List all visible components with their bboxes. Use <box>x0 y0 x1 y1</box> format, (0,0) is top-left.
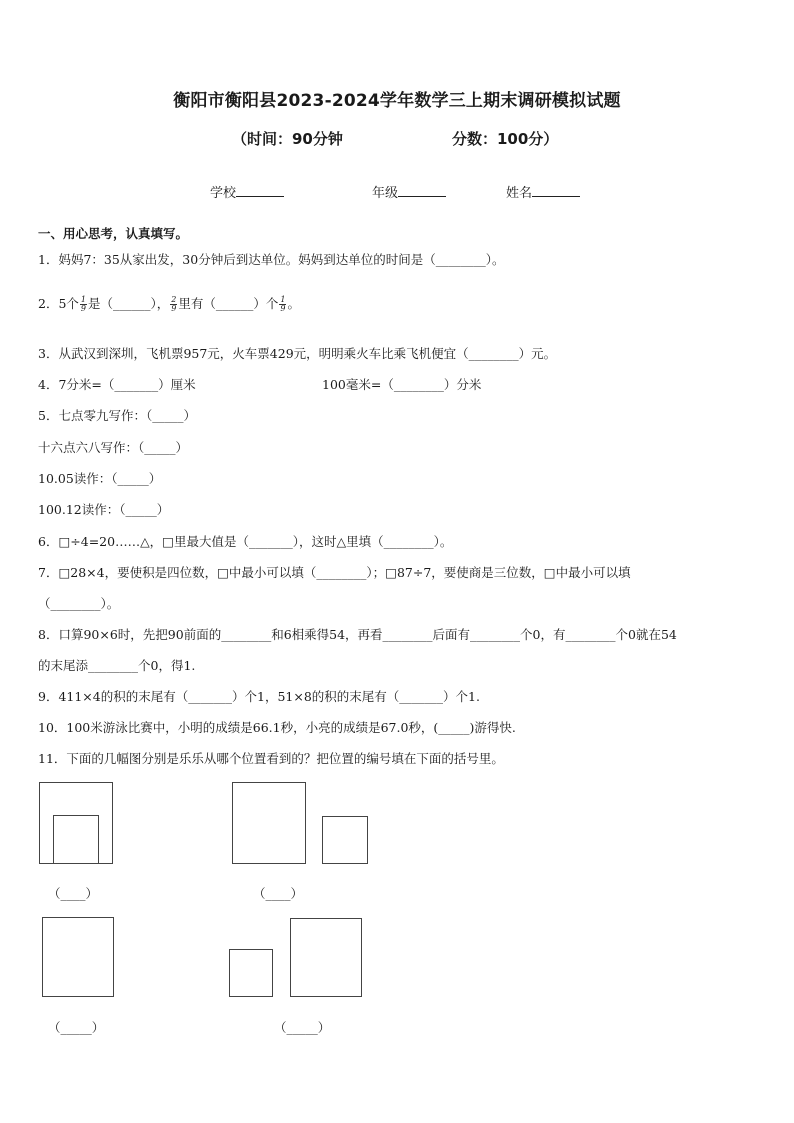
grade-label: 年级 <box>372 186 399 201</box>
view-figure-4-large <box>290 918 362 997</box>
exam-time: （时间：90分钟 <box>232 130 343 148</box>
name-label: 姓名 <box>506 186 533 201</box>
fraction-1: $\frac{1}{9}$ <box>80 295 86 313</box>
name-field <box>506 182 580 201</box>
view-figure-3-square <box>42 917 114 997</box>
section-heading: 一、用心思考，认真填写。 <box>38 226 189 241</box>
question-2 <box>38 294 300 313</box>
q2-text-c: 里有（______）个 <box>178 296 279 311</box>
question-8a: 8．口算90×6时，先把90前面的________和6相乘得54，再看________后面有________个0，有________个0就在54 <box>38 627 677 642</box>
question-5a: 5．七点零九写作：（_____） <box>38 408 196 423</box>
q2-text-b: 是（______）， <box>88 296 170 311</box>
fraction-2: $\frac{2}{9}$ <box>171 295 177 313</box>
question-3: 3．从武汉到深圳，飞机票957元，火车票429元，明明乘火车比乘飞机便宜（________）元。 <box>38 346 557 361</box>
page-title: 衡阳市衡阳县2023-2024学年数学三上期末调研模拟试题 <box>173 91 621 111</box>
question-4b: 100毫米=（________）分米 <box>322 377 482 392</box>
view-figure-2-small <box>322 816 368 864</box>
q2-text-d: 。 <box>287 296 300 311</box>
answer-blank-3[interactable]: （_____） <box>48 1020 105 1035</box>
answer-blank-2[interactable]: （____） <box>253 886 304 901</box>
question-5d: 100.12读作：（_____） <box>38 502 170 517</box>
answer-blank-4[interactable]: （_____） <box>274 1020 331 1035</box>
exam-score: 分数：100分） <box>452 130 559 148</box>
school-line[interactable] <box>236 183 284 197</box>
grade-field <box>372 182 446 201</box>
question-5c: 10.05读作：（_____） <box>38 471 162 486</box>
question-5b: 十六点六八写作：（_____） <box>38 440 189 455</box>
question-6: 6．□÷4=20……△，□里最大值是（_______），这时△里填（________）。 <box>38 534 453 549</box>
question-1: 1．妈妈7：35从家出发，30分钟后到达单位。妈妈到达单位的时间是（________）。 <box>38 252 505 267</box>
fraction-3: $\frac{1}{9}$ <box>280 295 286 313</box>
question-4a: 4．7分米=（_______）厘米 <box>38 377 196 392</box>
q2-text-a: 2．5个 <box>38 296 79 311</box>
view-figure-2-large <box>232 782 306 864</box>
question-9: 9．411×4的积的末尾有（_______）个1，51×8的积的末尾有（_______）个1. <box>38 689 480 704</box>
question-11: 11．下面的几幅图分别是乐乐从哪个位置看到的？把位置的编号填在下面的括号里。 <box>38 751 504 766</box>
answer-blank-1[interactable]: （____） <box>48 886 99 901</box>
school-field <box>210 182 284 201</box>
grade-line[interactable] <box>398 183 446 197</box>
view-figure-1-inner <box>53 815 99 864</box>
question-7a: 7．□28×4，要使积是四位数，□中最小可以填（________）；□87÷7，要使商是三位数，□中最小可以填 <box>38 565 631 580</box>
question-10: 10．100米游泳比赛中，小明的成绩是66.1秒，小亮的成绩是67.0秒，(_____)游得快. <box>38 720 516 735</box>
question-8b: 的末尾添________个0，得1. <box>38 658 196 673</box>
view-figure-4-small <box>229 949 273 997</box>
school-label: 学校 <box>210 186 237 201</box>
question-7b: （________）。 <box>38 596 120 611</box>
name-line[interactable] <box>532 183 580 197</box>
